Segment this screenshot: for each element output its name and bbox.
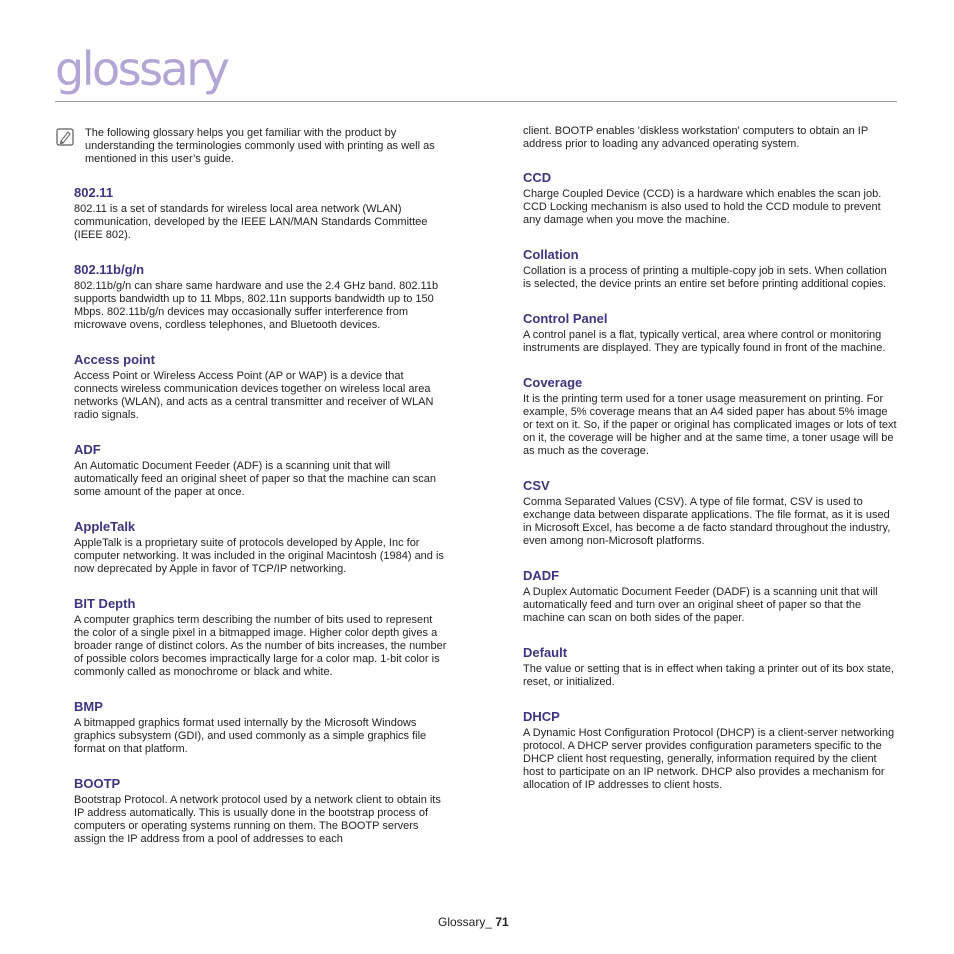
title-divider: [55, 101, 897, 102]
glossary-definition: A bitmapped graphics format used internally by the Microsoft Windows graphics subsystem (GDI), and used commonly as a simple graphics file format on that platform.: [74, 717, 427, 755]
glossary-definition: AppleTalk is a proprietary suite of protocols developed by Apple, Inc for computer networking. It was included in the original Macintosh (1984) and is now deprecated by Apple in favor of TCP/IP networking.: [74, 537, 444, 575]
glossary-term: Coverage: [523, 375, 583, 390]
glossary-entry: [523, 645, 897, 689]
glossary-term: Access point: [74, 352, 155, 367]
glossary-definition: The value or setting that is in effect when taking a printer out of its box state, reset, or initialized.: [523, 663, 894, 688]
glossary-entry: [523, 709, 897, 792]
glossary-term: BMP: [74, 699, 103, 714]
glossary-term: Control Panel: [523, 311, 608, 326]
page-number: 71: [495, 915, 509, 929]
glossary-entry: [74, 519, 448, 576]
glossary-definition: 802.11 is a set of standards for wireless local area network (WLAN) communication, developed by the IEEE LAN/MAN Standards Committee (IEEE 802).: [74, 203, 428, 241]
right-column: [523, 125, 897, 792]
glossary-definition: Collation is a process of printing a multiple-copy job in sets. When collation is selected, the device prints an entire set before printing additional copies.: [523, 265, 887, 290]
glossary-definition: Comma Separated Values (CSV). A type of file format, CSV is used to exchange data between disparate applications. The file format, as it is used in Microsoft Excel, has become a de facto standard throughout the industry, even among non-Microsoft platforms.: [523, 496, 891, 547]
glossary-definition: A control panel is a flat, typically vertical, area where control or monitoring instruments are displayed. They are typically found in front of the machine.: [523, 329, 886, 354]
glossary-entry: [523, 568, 897, 625]
glossary-definition: Access Point or Wireless Access Point (AP or WAP) is a device that connects wireless communication devices together on wireless local area networks (WLAN), and acts as a central transmitter and receiver of WLAN radio signals.: [74, 370, 434, 421]
glossary-term: Collation: [523, 247, 579, 262]
note-pencil-icon: [56, 128, 74, 146]
left-column: [74, 120, 448, 846]
glossary-term: 802.11: [74, 185, 114, 200]
glossary-definition: A Dynamic Host Configuration Protocol (DHCP) is a client-server networking protocol. A DHCP server provides configuration parameters specific to the DHCP client host requesting, generally, information required by the client host to participate on an IP network. DHCP also provides a mechanism for allocation of IP addresses to client hosts.: [523, 727, 895, 791]
glossary-entry: [74, 185, 448, 242]
glossary-definition: An Automatic Document Feeder (ADF) is a scanning unit that will automatically feed an original sheet of paper so that the machine can scan some amount of the paper at once.: [74, 460, 437, 498]
page-footer: [438, 915, 509, 929]
glossary-entry: [74, 776, 448, 846]
glossary-term: 802.11b/g/n: [74, 262, 145, 277]
glossary-entry: [523, 478, 897, 548]
glossary-term: DADF: [523, 568, 560, 583]
glossary-term: AppleTalk: [74, 519, 136, 534]
glossary-term: Default: [523, 645, 568, 660]
glossary-entry: [523, 375, 897, 458]
glossary-entry: [74, 699, 448, 756]
glossary-term: CSV: [523, 478, 550, 493]
glossary-term: CCD: [523, 170, 552, 185]
glossary-definition: 802.11b/g/n can share same hardware and use the 2.4 GHz band. 802.11b supports bandwidth up to 11 Mbps, 802.11n supports bandwidth up to 150 Mbps. 802.11b/g/n devices may occasionally suffer interference from microwave ovens, cordless telephones, and Bluetooth devices.: [74, 280, 439, 331]
footer-label: Glossary_: [438, 915, 493, 929]
continued-definition: client. BOOTP enables 'diskless workstation' computers to obtain an IP address prior to loading any advanced operating system.: [523, 125, 868, 150]
glossary-entry: [523, 311, 897, 355]
glossary-definition: A Duplex Automatic Document Feeder (DADF) is a scanning unit that will automatically feed and turn over an original sheet of paper so that the machine can scan on both sides of the paper.: [523, 586, 878, 624]
glossary-definition: It is the printing term used for a toner usage measurement on printing. For example, 5% coverage means that an A4 sided paper has about 5% image or text on it. So, if the paper or original has complicated images or lots of text on it, the coverage will be higher and at the same time, a toner usage will be as much as the coverage.: [523, 393, 897, 457]
glossary-term: BOOTP: [74, 776, 121, 791]
glossary-entry: [74, 596, 448, 679]
glossary-definition: A computer graphics term describing the number of bits used to represent the color of a single pixel in a bitmapped image. Higher color depth gives a broader range of distinct colors. As the number of bits increases, the number of possible colors becomes impractically large for a color map. 1-bit color is commonly called as monochrome or black and white.: [74, 614, 447, 678]
glossary-entry: [74, 262, 448, 332]
glossary-entry: [523, 170, 897, 227]
glossary-definition: Charge Coupled Device (CCD) is a hardware which enables the scan job. CCD Locking mechanism is also used to hold the CCD module to prevent any damage when you move the machine.: [523, 188, 882, 226]
glossary-entry: [523, 247, 897, 291]
page-title: glossary: [55, 42, 228, 96]
glossary-term: ADF: [74, 442, 101, 457]
glossary-entry: [74, 352, 448, 422]
glossary-definition: Bootstrap Protocol. A network protocol used by a network client to obtain its IP address automatically. This is usually done in the bootstrap process of computers or operating systems running on them. The BOOTP servers assign the IP address from a pool of addresses to each: [74, 794, 441, 845]
glossary-term: DHCP: [523, 709, 560, 724]
glossary-entry: [74, 442, 448, 499]
glossary-term: BIT Depth: [74, 596, 136, 611]
intro-note: The following glossary helps you get familiar with the product by understanding the terminologies commonly used with printing as well as mentioned in this user’s guide.: [85, 127, 435, 165]
